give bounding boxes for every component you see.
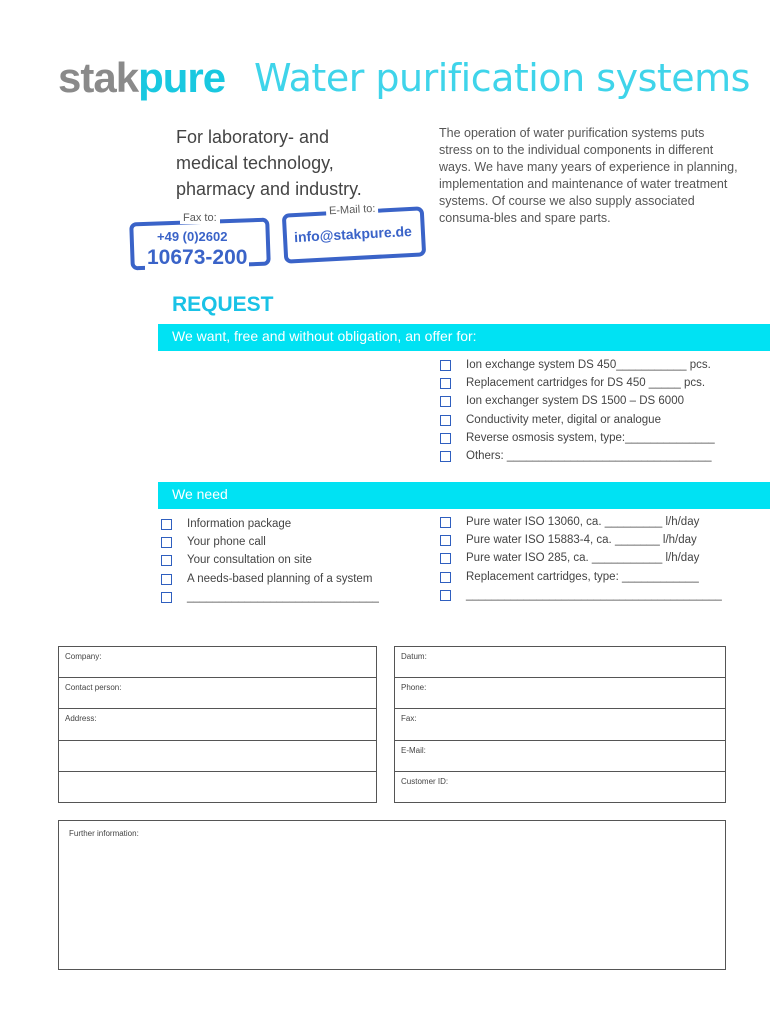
need-checklist-left xyxy=(161,516,379,607)
offer-item-label: Reverse osmosis system, type:______________ xyxy=(466,431,715,444)
page-headline: Water purification systems xyxy=(254,56,750,100)
offer-item xyxy=(440,448,715,466)
need-checklist-right xyxy=(440,514,722,605)
need-item xyxy=(440,550,722,568)
offer-item xyxy=(440,412,715,430)
offer-checklist xyxy=(440,357,715,466)
need-item xyxy=(161,534,379,552)
checkbox[interactable] xyxy=(161,555,172,566)
address-line-2-field[interactable] xyxy=(59,741,376,772)
checkbox[interactable] xyxy=(161,537,172,548)
phone-field[interactable] xyxy=(395,678,725,709)
stakpure-logo xyxy=(58,54,225,102)
need-item xyxy=(440,514,722,532)
address-label: Address: xyxy=(65,714,97,724)
checkbox[interactable] xyxy=(161,592,172,603)
checkbox[interactable] xyxy=(440,572,451,583)
checkbox[interactable] xyxy=(440,415,451,426)
logo-stak-text: stak xyxy=(58,54,139,101)
intro-paragraph: The operation of water purification systems puts stress on to the individual components in different ways. We have many years of experience in planning, implementation and maintenance of water treatment systems. Of course we also supply associated consuma-bles and spare parts. xyxy=(439,126,738,225)
further-information-label: Further information: xyxy=(69,829,139,838)
checkbox[interactable] xyxy=(440,360,451,371)
address-line-3-field[interactable] xyxy=(59,772,376,803)
contact-person-field[interactable] xyxy=(59,678,376,709)
offer-item-label: Ion exchange system DS 450___________ pcs. xyxy=(466,359,711,371)
contact-form-left xyxy=(58,646,377,803)
need-item-label: ________________________________________ xyxy=(466,588,722,601)
request-title: REQUEST xyxy=(172,293,274,316)
offer-item-label: Ion exchanger system DS 1500 – DS 6000 xyxy=(466,395,684,408)
offer-item-label: Conductivity meter, digital or analogue xyxy=(466,413,661,426)
fax-number: 10673-200 xyxy=(147,246,248,269)
checkbox[interactable] xyxy=(440,590,451,601)
need-item-label: Pure water ISO 13060, ca. _________ l/h/day xyxy=(466,516,700,528)
need-item xyxy=(161,589,379,607)
date-label: Datum: xyxy=(401,652,427,661)
phone-label: Phone: xyxy=(401,683,427,693)
offer-item xyxy=(440,430,715,448)
need-item xyxy=(161,516,379,534)
checkbox[interactable] xyxy=(440,517,451,528)
need-item-label: Your consultation on site xyxy=(187,554,312,567)
email-field[interactable] xyxy=(395,741,725,772)
checkbox[interactable] xyxy=(440,433,451,444)
checkbox[interactable] xyxy=(161,574,172,585)
logo-pure-text: pure xyxy=(138,54,226,101)
need-item xyxy=(440,569,722,587)
need-item xyxy=(161,571,379,589)
checkbox[interactable] xyxy=(440,378,451,389)
customer-id-label: Customer ID: xyxy=(401,776,449,786)
offer-heading-bar: We want, free and without obligation, an offer for: xyxy=(158,324,770,351)
need-item-label: Replacement cartridges, type: ____________ xyxy=(466,570,699,583)
address-field[interactable] xyxy=(59,709,376,740)
tagline-line-2: medical technology, xyxy=(176,153,334,173)
email-address[interactable]: info@stakpure.de xyxy=(293,222,413,246)
checkbox[interactable] xyxy=(440,535,451,546)
checkbox[interactable] xyxy=(440,396,451,407)
need-item-label: A needs-based planning of a system xyxy=(187,572,373,585)
offer-item-label: Replacement cartridges for DS 450 _____ pcs. xyxy=(466,377,706,390)
company-label: Company: xyxy=(65,652,102,661)
need-item xyxy=(440,587,722,605)
offer-item-label: Others: ________________________________ xyxy=(466,449,712,462)
checkbox[interactable] xyxy=(440,553,451,564)
offer-item xyxy=(440,375,715,393)
tagline-line-1: For laboratory- and xyxy=(176,127,330,147)
need-item-label: Pure water ISO 15883-4, ca. _______ l/h/day xyxy=(466,534,697,547)
further-information-field[interactable] xyxy=(58,820,726,970)
email-label: E-Mail to: xyxy=(326,203,379,218)
checkbox[interactable] xyxy=(161,519,172,530)
need-item-label: Your phone call xyxy=(187,536,266,549)
fax-label: Fax to: xyxy=(180,212,220,224)
need-item-label: ______________________________ xyxy=(187,590,379,603)
checkbox[interactable] xyxy=(440,451,451,462)
need-item-label: Information package xyxy=(187,518,292,530)
offer-item xyxy=(440,357,715,375)
contact-person-label: Contact person: xyxy=(65,683,122,693)
tagline xyxy=(176,124,426,202)
need-item xyxy=(440,532,722,550)
need-item-label: Pure water ISO 285, ca. ___________ l/h/day xyxy=(466,552,700,565)
company-field[interactable] xyxy=(59,647,376,678)
offer-item xyxy=(440,393,715,411)
date-field[interactable] xyxy=(395,647,725,678)
need-item xyxy=(161,552,379,570)
need-heading-bar: We need xyxy=(158,482,770,509)
tagline-line-3: pharmacy and industry. xyxy=(176,179,362,199)
email-field-label: E-Mail: xyxy=(401,745,426,755)
fax-field[interactable] xyxy=(395,709,725,740)
customer-id-field[interactable] xyxy=(395,772,725,803)
contact-form-right xyxy=(394,646,726,803)
fax-field-label: Fax: xyxy=(401,714,417,724)
fax-number-prefix: +49 (0)2602 xyxy=(157,229,228,244)
